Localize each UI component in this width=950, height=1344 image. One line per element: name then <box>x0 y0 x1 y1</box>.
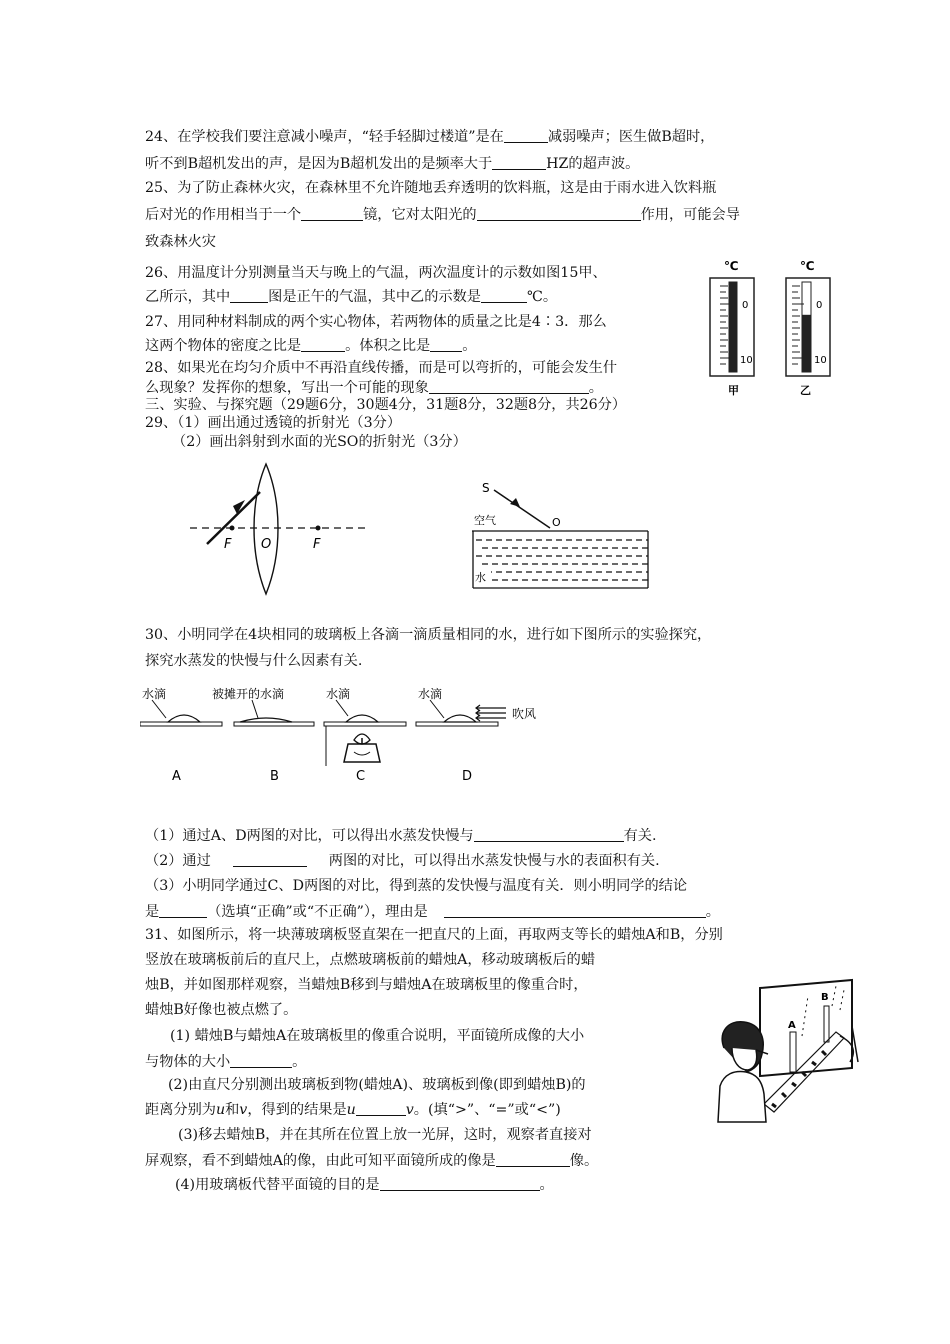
text: （1）通过A、D两图的对比，可以得出水蒸发快慢与 <box>145 828 474 844</box>
focus-left-label: F <box>224 537 232 552</box>
var-u: u <box>346 1102 356 1118</box>
lens-figure <box>185 462 370 597</box>
q31-sub3-line2 <box>145 1151 598 1170</box>
answer-blank[interactable] <box>444 902 706 918</box>
q31-sub1-line2 <box>145 1052 306 1071</box>
candle-b <box>824 1006 829 1042</box>
answer-blank[interactable] <box>159 902 207 918</box>
answer-blank[interactable] <box>233 851 307 867</box>
text: 有关. <box>623 828 657 844</box>
text: 镜，它对太阳光的 <box>363 207 477 223</box>
q29-line2: （2）画出斜射到水面的光SO的折射光（3分） <box>172 434 467 450</box>
q30-sub3-line2 <box>145 902 720 921</box>
q28-line2 <box>145 378 603 397</box>
text: HZ的超声波。 <box>546 156 640 172</box>
optical-center-label: O <box>261 537 272 552</box>
q30-sub1 <box>145 826 656 845</box>
text: 。 <box>539 1177 554 1193</box>
focus-right-dot <box>316 526 321 531</box>
answer-blank[interactable] <box>474 826 624 842</box>
water-dashes <box>476 540 648 580</box>
q25-line3: 致森林火灾 <box>145 234 216 250</box>
focus-left-dot <box>230 526 235 531</box>
answer-blank[interactable] <box>301 336 345 352</box>
q30-line2: 探究水蒸发的快慢与什么因素有关. <box>145 653 363 669</box>
q31-sub2-line2 <box>145 1100 561 1119</box>
ten-mark: 10 <box>814 355 827 366</box>
text: 这两个物体的密度之比是 <box>145 338 302 354</box>
answer-blank[interactable] <box>230 287 268 303</box>
evaporation-figure <box>140 682 560 792</box>
text: 与物体的大小 <box>145 1054 231 1070</box>
q31-line2: 竖放在玻璃板前后的直尺上，点燃玻璃板前的蜡烛A，移动玻璃板后的蜡 <box>145 952 596 968</box>
alcohol-lamp <box>344 744 380 762</box>
q30-line1: 30、小明同学在4块相同的玻璃板上各滴一滴质量相同的水，进行如下图所示的实验探究， <box>145 627 712 643</box>
wind-arrows-icon <box>476 705 506 721</box>
water-label: 水 <box>475 571 486 584</box>
answer-blank[interactable] <box>430 336 462 352</box>
zero-mark: 0 <box>742 300 749 311</box>
convex-lens <box>254 464 278 594</box>
ruler-stripes <box>772 1051 826 1107</box>
text: 。(填“>”、“=”或“<”) <box>413 1102 561 1118</box>
zero-mark: 0 <box>816 300 823 311</box>
unit-label: ℃ <box>724 259 739 273</box>
point-o-label: O <box>552 516 561 529</box>
answer-blank[interactable] <box>496 1151 570 1167</box>
plane-mirror-figure <box>712 976 862 1126</box>
q30-sub2 <box>145 851 660 870</box>
var-u: u <box>215 1102 226 1118</box>
drop-label: 水滴 <box>142 687 167 701</box>
text: 像。 <box>569 1153 599 1169</box>
answer-blank[interactable] <box>380 1175 540 1191</box>
answer-blank[interactable] <box>492 154 546 170</box>
text: (4)用玻璃板代替平面镜的目的是 <box>175 1177 380 1193</box>
unit-label: ℃ <box>800 259 815 273</box>
text: 。 <box>588 380 603 396</box>
water-drop-a <box>168 715 200 722</box>
answer-blank[interactable] <box>504 127 548 143</box>
label-d: D <box>462 769 473 784</box>
q27-line1: 27、用同种材料制成的两个实心物体，若两物体的质量之比是4∶3．那么 <box>145 314 607 330</box>
answer-blank[interactable] <box>429 378 589 394</box>
candle-b-label: B <box>821 992 829 1003</box>
text: 作用，可能会导 <box>640 207 740 223</box>
text: 。 <box>292 1054 307 1070</box>
text: 。 <box>705 904 720 920</box>
text: 图是正午的气温，其中乙的示数是 <box>268 289 481 305</box>
answer-blank[interactable] <box>481 287 527 303</box>
section-3-heading: 三、实验、与探究题（29题6分，30题4分，31题8分，32题8分，共26分） <box>145 397 627 413</box>
text: 24、在学校我们要注意减小噪声，“轻手轻脚过楼道”是在 <box>145 129 504 145</box>
var-v: v <box>405 1102 414 1118</box>
text: ，得到的结果是 <box>247 1102 347 1118</box>
text: 后对光的作用相当于一个 <box>145 207 302 223</box>
text: 听不到B超机发出的声，是因为B超机发出的是频率大于 <box>145 156 493 172</box>
q28-line1: 28、如果光在均匀介质中不再沿直线传播，而是可以弯折的，可能会发生什 <box>145 360 618 376</box>
q25-line1: 25、为了防止森林火灾，在森林里不允许随地丢弃透明的饮料瓶，这是由于雨水进入饮料瓶 <box>145 180 717 196</box>
text: 屏观察，看不到蜡烛A的像，由此可知平面镜所成的像是 <box>145 1153 496 1169</box>
q30-sub3-line1: （3）小明同学通过C、D两图的对比，得到蒸的发快慢与温度有关．则小明同学的结论 <box>145 878 688 894</box>
q31-sub2-line1: (2)由直尺分别测出玻璃板到物(蜡烛A)、玻璃板到像(即到蜡烛B)的 <box>168 1077 586 1093</box>
q31-line1: 31、如图所示，将一块薄玻璃板竖直架在一把直尺的上面，再取两支等长的蜡烛A和B，分别 <box>145 927 723 943</box>
water-refraction-figure <box>472 476 652 594</box>
answer-blank[interactable] <box>356 1100 406 1116</box>
text: 和 <box>225 1102 240 1118</box>
source-label-s: S <box>482 481 490 495</box>
text: ℃。 <box>526 289 558 305</box>
answer-blank[interactable] <box>301 205 363 221</box>
answer-blank[interactable] <box>477 205 641 221</box>
spread-drop-label: 被摊开的水滴 <box>212 687 285 701</box>
thermometer-right-liquid <box>802 315 811 372</box>
water-drop-b <box>240 718 292 722</box>
candle-a-label: A <box>788 1020 796 1031</box>
label-c: C <box>356 769 366 784</box>
water-drop-d <box>444 715 476 722</box>
text: 减弱噪声；医生做B超时， <box>547 129 715 145</box>
q26-line1: 26、用温度计分别测量当天与晚上的气温，两次温度计的示数如图15甲、 <box>145 265 607 281</box>
text: 距离分别为 <box>145 1102 216 1118</box>
q31-line3: 烛B，并如图那样观察，当蜡烛B移到与蜡烛A在玻璃板里的像重合时， <box>145 977 588 993</box>
text: （选填“正确”或“不正确”），理由是 <box>207 904 428 920</box>
q24-line1 <box>145 127 714 146</box>
text: 。体积之比是 <box>345 338 431 354</box>
q24-line2 <box>145 154 639 173</box>
air-label: 空气 <box>474 514 496 527</box>
text: 乙所示，其中 <box>145 289 231 305</box>
var-v: v <box>239 1102 248 1118</box>
candle-a <box>790 1032 796 1072</box>
text: （2）通过 <box>145 853 211 869</box>
q25-line2 <box>145 205 740 224</box>
label-yi: 乙 <box>800 384 811 397</box>
incident-ray <box>207 492 260 544</box>
focus-right-label: F <box>313 537 321 552</box>
text: 。 <box>462 338 477 354</box>
label-a: A <box>172 769 181 784</box>
q26-line2 <box>145 287 557 306</box>
drop-label: 水滴 <box>418 687 443 701</box>
q31-sub3-line1: (3)移去蜡烛B，并在其所在位置上放一光屏，这时，观察者直接对 <box>178 1127 592 1143</box>
ray-arrow <box>510 498 520 507</box>
water-drop-c <box>346 715 378 722</box>
ten-mark: 10 <box>740 355 753 366</box>
text: 么现象？发挥你的想象，写出一个可能的现象 <box>145 380 429 396</box>
incident-ray-so <box>494 490 550 528</box>
q27-line2 <box>145 336 476 355</box>
q31-sub4 <box>175 1175 554 1194</box>
q31-sub1-line1: (1) 蜡烛B与蜡烛A在玻璃板里的像重合说明，平面镜所成像的大小 <box>170 1028 585 1044</box>
thermometer-figure <box>700 256 840 398</box>
wind-label: 吹风 <box>512 707 537 721</box>
text: 两图的对比，可以得出水蒸发快慢与水的表面积有关. <box>328 853 660 869</box>
text: 是 <box>145 904 160 920</box>
label-b: B <box>270 769 279 784</box>
label-jia: 甲 <box>728 384 739 397</box>
thermometer-left-liquid <box>729 282 737 372</box>
q31-line4: 蜡烛B好像也被点燃了。 <box>145 1002 298 1018</box>
q29-line1: 29、（1）画出通过透镜的折射光（3分） <box>145 415 402 431</box>
drop-label: 水滴 <box>326 687 351 701</box>
answer-blank[interactable] <box>230 1052 292 1068</box>
